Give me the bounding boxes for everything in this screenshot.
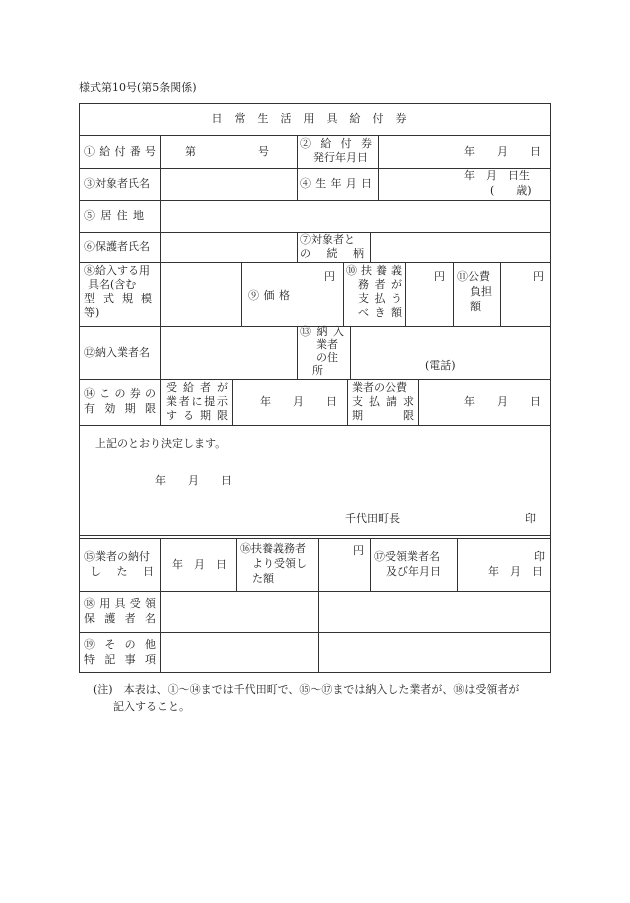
public-yen: 円	[533, 270, 544, 283]
vendor-name-label: ⑫納入業者名	[84, 346, 150, 359]
age-value: ( 歳)	[490, 184, 532, 197]
mayor-title: 千代田町長	[345, 512, 400, 525]
benefit-number-label: ①給付番号	[84, 145, 156, 158]
receiver-guardian-label-2: 保護者名	[84, 612, 156, 625]
relationship-label-2: の続柄	[300, 247, 364, 260]
received-amount-label-1: ⑯扶養義務者	[240, 542, 306, 555]
present-deadline-value: 年 月 日	[260, 395, 337, 408]
claim-deadline-label-3: 期限	[352, 409, 414, 422]
vendor-address-label-1: ⑬納入	[300, 325, 344, 338]
form-title: 日常生活用具給付券	[211, 112, 419, 125]
item-name-label-1: ⑧給入する用	[84, 264, 150, 277]
receipt-vendor-label-1: ⑰受領業者名	[374, 550, 440, 563]
benefit-number-suffix: 号	[258, 145, 269, 158]
item-name-label-3: 型式規模	[84, 292, 152, 305]
decision-date: 年 月 日	[155, 474, 232, 487]
relationship-label: ⑦対象者と	[300, 233, 355, 246]
claim-deadline-label-2: 支払請求	[352, 395, 414, 408]
item-name-label-2: 具名(含む	[88, 278, 137, 291]
duty-label-2: 務者が	[358, 278, 402, 291]
price-yen: 円	[324, 270, 335, 283]
delivery-date-value: 年 月 日	[172, 558, 227, 571]
claim-deadline-value: 年 月 日	[464, 395, 541, 408]
duty-label-4: べき額	[358, 306, 402, 319]
duty-yen: 円	[434, 270, 445, 283]
public-label-3: 額	[470, 300, 481, 313]
delivery-date-label-1: ⑮業者の納付	[84, 550, 150, 563]
duty-label-1: ⑩扶養義	[346, 264, 402, 277]
guardian-name-label: ⑥保護者氏名	[84, 240, 150, 253]
issue-date-label: ②給付券	[300, 137, 372, 150]
recipient-name-label: ③対象者氏名	[84, 177, 150, 190]
form-number: 様式第10号(第5条関係)	[79, 81, 197, 94]
decision-text: 上記のとおり決定します。	[95, 437, 227, 450]
benefit-number-prefix: 第	[185, 145, 196, 158]
received-amount-label-2: より受領し	[252, 557, 307, 570]
vendor-address-label-3: の住	[316, 351, 338, 364]
footnote-line-2: 記入すること。	[113, 700, 190, 713]
present-deadline-label-2: 業者に提示	[166, 395, 228, 408]
public-label-1: ⑪公費	[457, 270, 490, 283]
issue-date-value: 年 月 日	[464, 145, 541, 158]
receipt-vendor-label-2: 及び年月日	[386, 565, 441, 578]
residence-label: ⑤居住地	[84, 209, 144, 222]
validity-label-1: ⑭この券の	[84, 387, 156, 400]
received-amount-label-3: た額	[252, 572, 274, 585]
vendor-address-label-4: 所	[312, 364, 323, 377]
public-label-2: 負担	[470, 285, 492, 298]
receiver-guardian-label-1: ⑱用具受領	[84, 597, 156, 610]
mayor-seal: 印	[525, 512, 536, 525]
received-yen: 円	[353, 544, 364, 557]
item-name-label-4: 等)	[84, 306, 100, 319]
present-deadline-label-1: 受給者が	[166, 381, 228, 394]
validity-label-2: 有効期限	[84, 402, 156, 415]
receipt-seal: 印	[534, 550, 545, 563]
vendor-address-label-2: 業者	[316, 338, 338, 351]
price-label: ⑨価格	[248, 289, 290, 302]
receipt-date-value: 年 月 日	[488, 565, 543, 578]
other-notes-label-1: ⑲その他	[84, 638, 156, 651]
present-deadline-label-3: する期限	[166, 409, 228, 422]
delivery-date-label-2: した日	[90, 565, 154, 578]
birth-date-label: ④生年月日	[300, 177, 372, 190]
other-notes-label-2: 特記事項	[84, 653, 156, 666]
telephone-label: (電話)	[425, 359, 456, 372]
duty-label-3: 支払う	[358, 292, 402, 305]
issue-date-label-2: 発行年月日	[313, 151, 368, 164]
birth-date-value: 年 月 日生	[464, 169, 530, 182]
footnote-line-1: (注) 本表は、①〜⑭までは千代田町で、⑮〜⑰までは納入した業者が、⑱は受領者が	[93, 683, 520, 696]
claim-deadline-label-1: 業者の公費	[352, 381, 407, 394]
